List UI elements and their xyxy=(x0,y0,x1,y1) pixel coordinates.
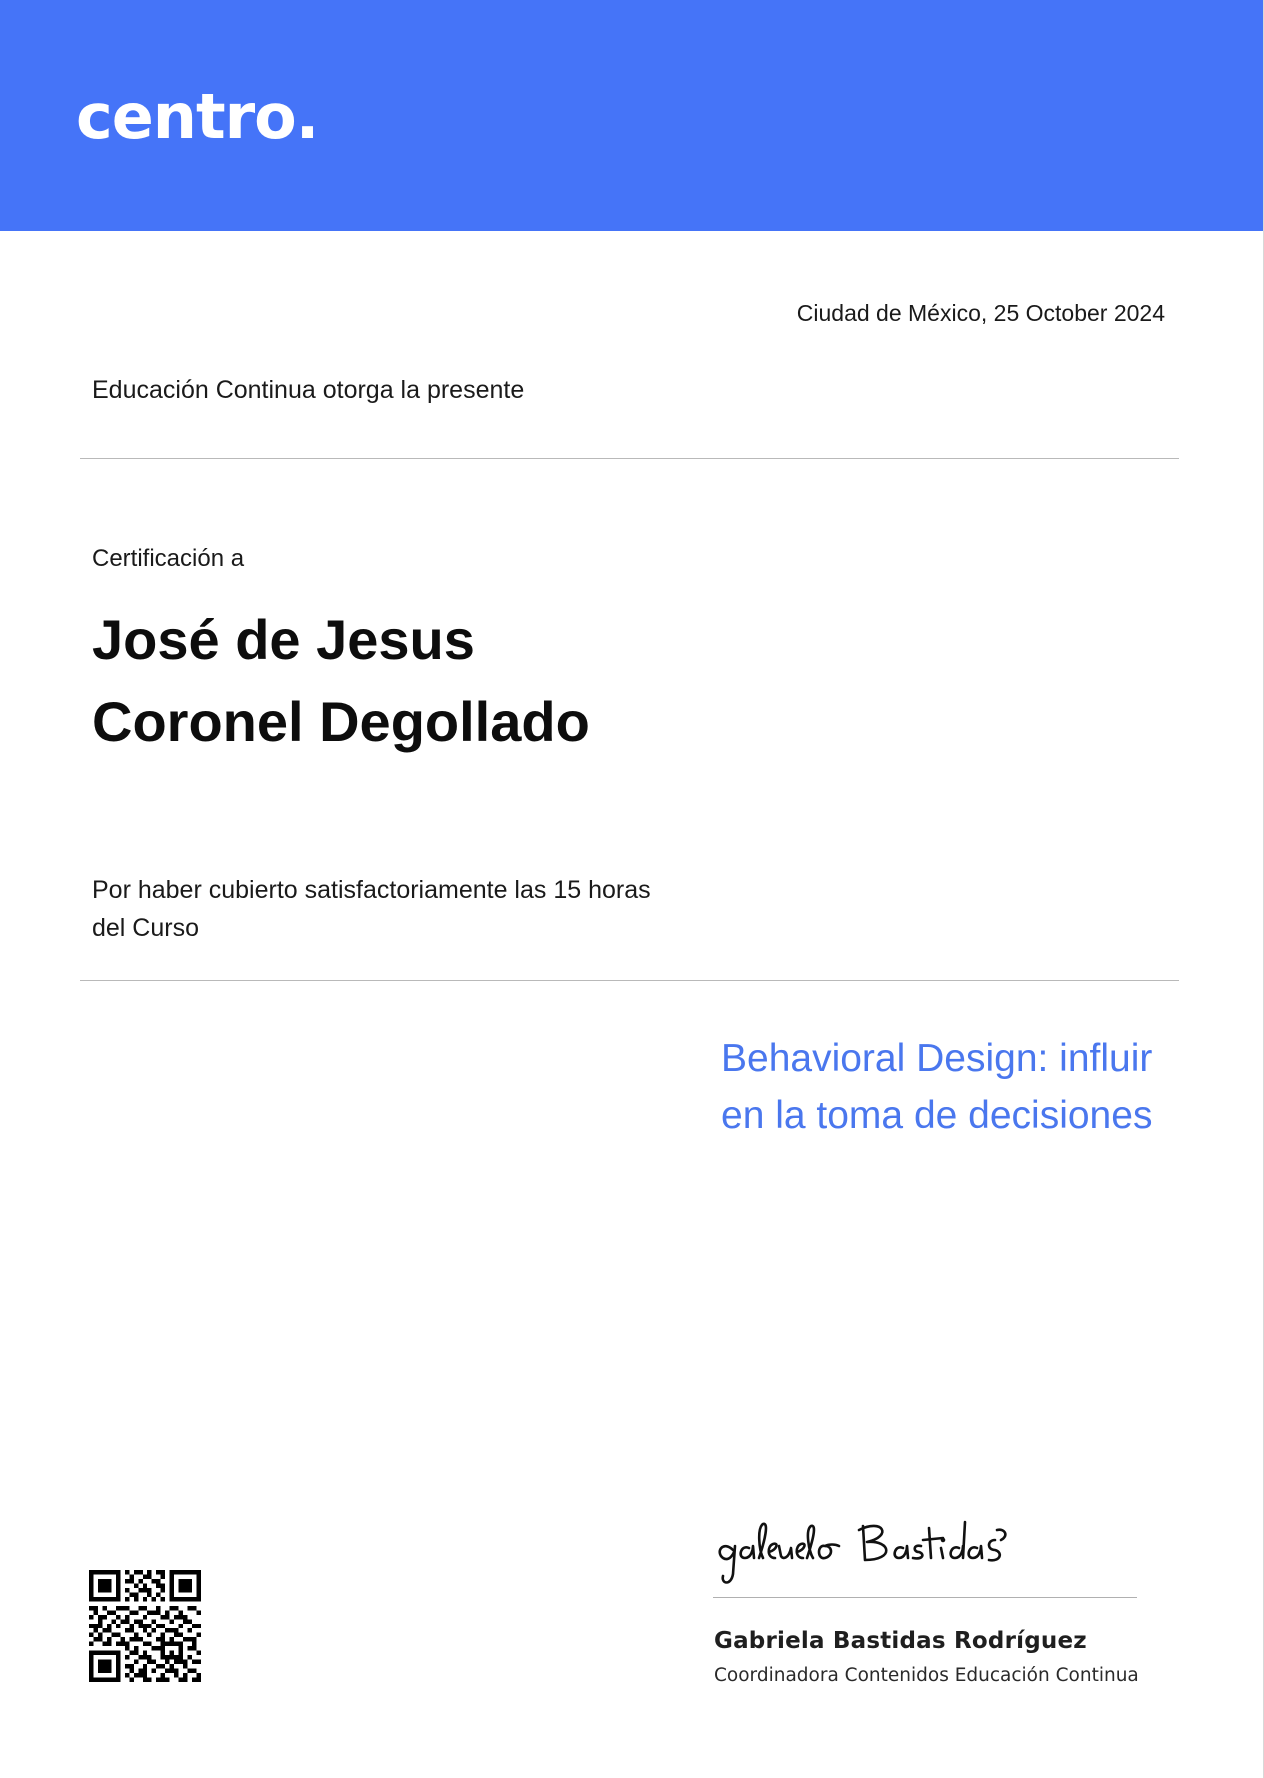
certification-label: Certificación a xyxy=(92,545,245,572)
top-divider xyxy=(80,458,1179,459)
course-title-line: Behavioral Design: influir xyxy=(721,1037,1153,1080)
signature-line xyxy=(713,1597,1137,1598)
middle-divider xyxy=(80,980,1179,981)
intro-text: Educación Continua otorga la presente xyxy=(92,376,525,404)
header-band xyxy=(0,0,1263,231)
course-title-line: en la toma de decisiones xyxy=(721,1094,1153,1137)
issue-date: Ciudad de México, 25 October 2024 xyxy=(796,300,1165,326)
course-title xyxy=(721,1030,1181,1144)
qr-code-icon xyxy=(89,1570,201,1682)
signer-role: Coordinadora Contenidos Educación Continua xyxy=(714,1665,1139,1686)
hours-statement: Por haber cubierto satisfactoriamente las 15 horas del Curso xyxy=(92,876,651,942)
handwritten-signature xyxy=(713,1510,1033,1590)
recipient-name-line: Coronel Degollado xyxy=(92,690,590,753)
recipient-name-line: José de Jesus xyxy=(92,608,475,671)
recipient-name xyxy=(92,599,590,763)
brand-logo: centro. xyxy=(76,80,319,153)
signer-name: Gabriela Bastidas Rodríguez xyxy=(714,1628,1087,1654)
